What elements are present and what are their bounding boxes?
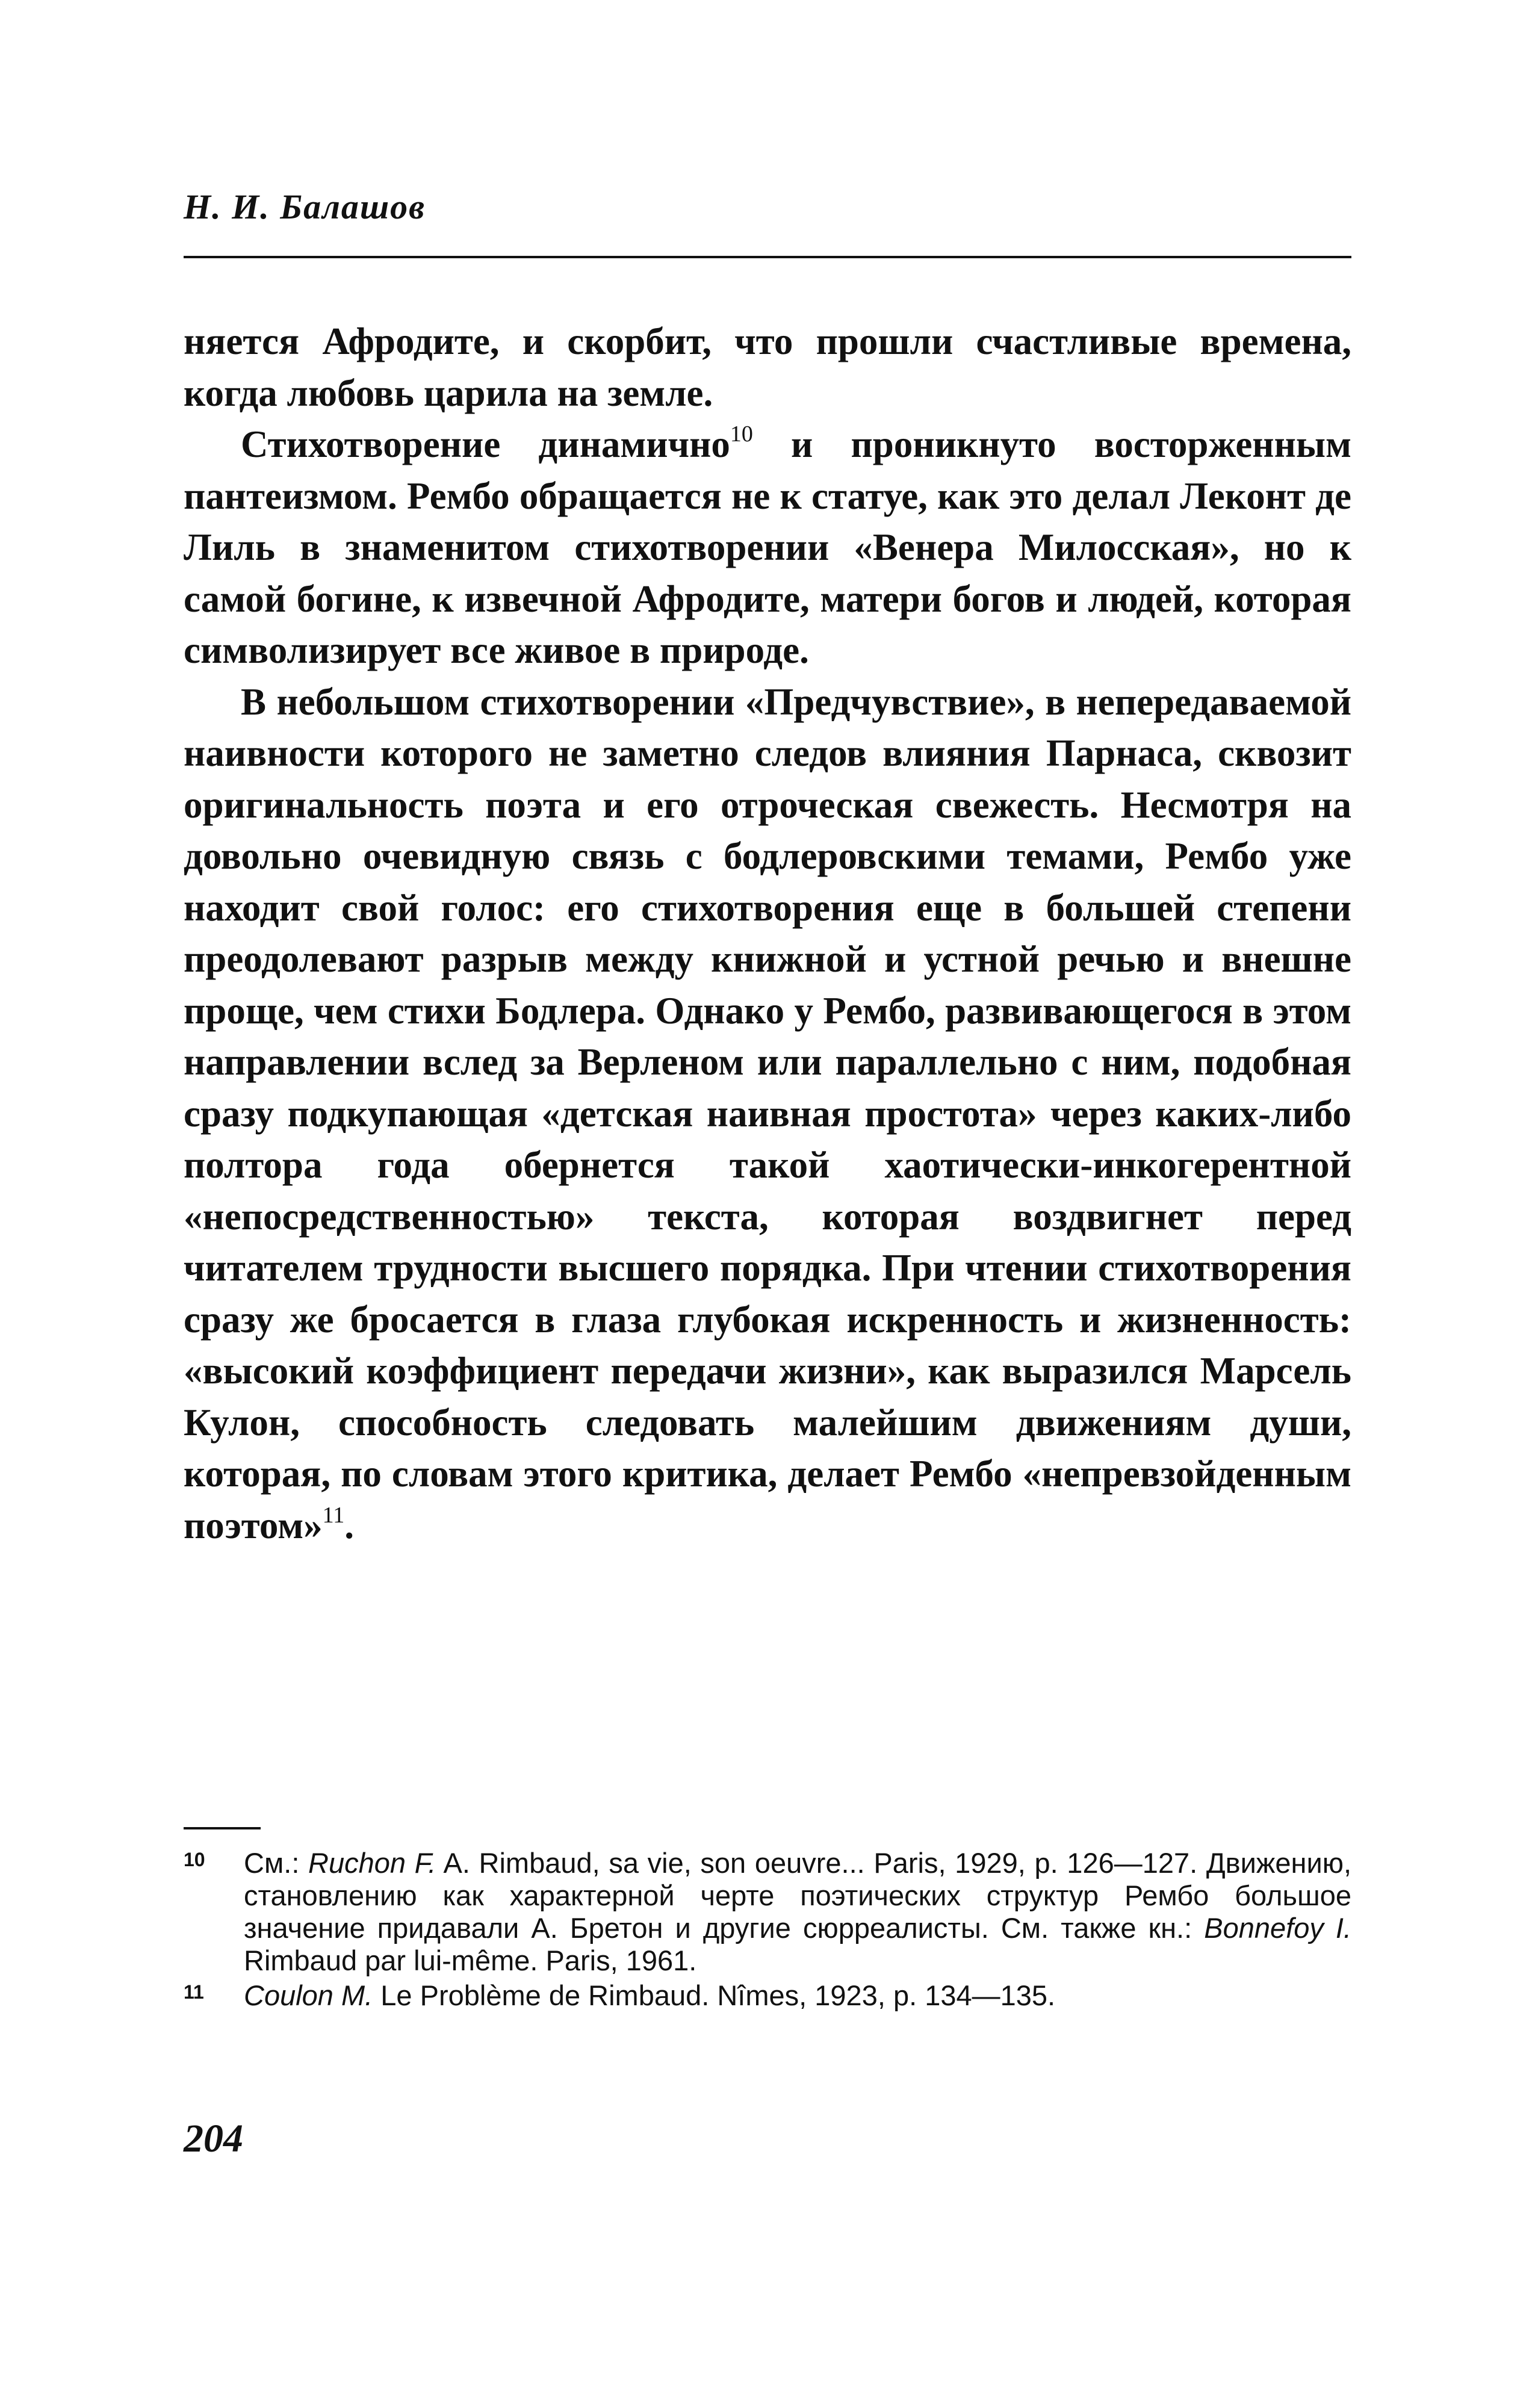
footnote-separator: [184, 1827, 261, 1829]
paragraph-2: [184, 419, 1351, 677]
footnote-text: Le Problème de Rimbaud. Nîmes, 1923, p. 134—135.: [373, 1979, 1056, 2011]
footnote-text: См.:: [244, 1847, 309, 1879]
footnote-ref-11[interactable]: 11: [322, 1502, 345, 1528]
footnote-author: Bonnefoy I.: [1204, 1912, 1352, 1944]
paragraph-3: [184, 677, 1351, 1552]
footnote-11: [184, 1979, 1351, 2012]
book-page: [184, 0, 1351, 2408]
header-rule: [184, 256, 1351, 258]
footnote-author: Coulon M.: [244, 1979, 373, 2011]
page-number: 204: [184, 2117, 243, 2161]
footnote-10: [184, 1847, 1351, 1977]
paragraph-text: .: [344, 1504, 354, 1547]
body-text: [184, 316, 1351, 1551]
paragraph-text: няется Афродите, и скорбит, что прошли счастливые времена, когда любовь царила на земле.: [184, 320, 1351, 414]
footnote-ref-10[interactable]: 10: [730, 421, 753, 447]
footnote-text: Rimbaud par lui-même. Paris, 1961.: [244, 1944, 697, 1976]
running-head-author: Н. И. Балашов: [184, 187, 426, 226]
paragraph-text: и проникнуто восторженным пантеизмом. Рембо обращается не к статуе, как это делал Леконт де Лиль в знаменитом стихотворении «Венера Милосская», но к самой богине, к извечной Афродите, матери богов и людей, которая символизирует все живое в природе.: [184, 423, 1351, 671]
footnote-text: A. Rimbaud, sa vie, son oeuvre... Paris, 1929, p. 126—127. Движению, становлению как характерной черте поэтических структур Рембо большое значение придавали А. Бретон и другие сюрреалисты. См. также кн.:: [244, 1847, 1352, 1944]
paragraph-text: В небольшом стихотворении «Предчувствие», в непередаваемой наивности которого не заметно следов влияния Парнаса, сквозит оригинальность поэта и его отроческая свежесть. Несмотря на довольно очевидную связь с бодлеровскими темами, Рембо уже находит свой голос: его стихотворения еще в большей степени преодолевают разрыв между книжной и устной речью и внешне проще, чем стихи Бодлера. Однако у Рембо, развивающегося в этом направлении вслед за Верленом или параллельно с ним, подобная сразу подкупающая «детская наивная простота» через каких-либо полтора года обернется такой хаотически-инкогерентной «непосредственностью» текста, которая воздвигнет перед читателем трудности высшего порядка. При чтении стихотворения сразу же бросается в глаза глубокая искренность и жизненность: «высокий коэффициент передачи жизни», как выразился Марсель Кулон, способность следовать малейшим движениям души, которая, по словам этого критика, делает Рембо «непревзойденным поэтом»: [184, 680, 1351, 1547]
footnote-number: 11: [184, 1981, 204, 2003]
footnotes: [184, 1847, 1351, 2012]
footnote-number: 10: [184, 1849, 205, 1870]
paragraph-text: Стихотворение динамично: [241, 423, 730, 465]
paragraph-1: [184, 316, 1351, 419]
footnote-author: Ruchon F.: [308, 1847, 436, 1879]
